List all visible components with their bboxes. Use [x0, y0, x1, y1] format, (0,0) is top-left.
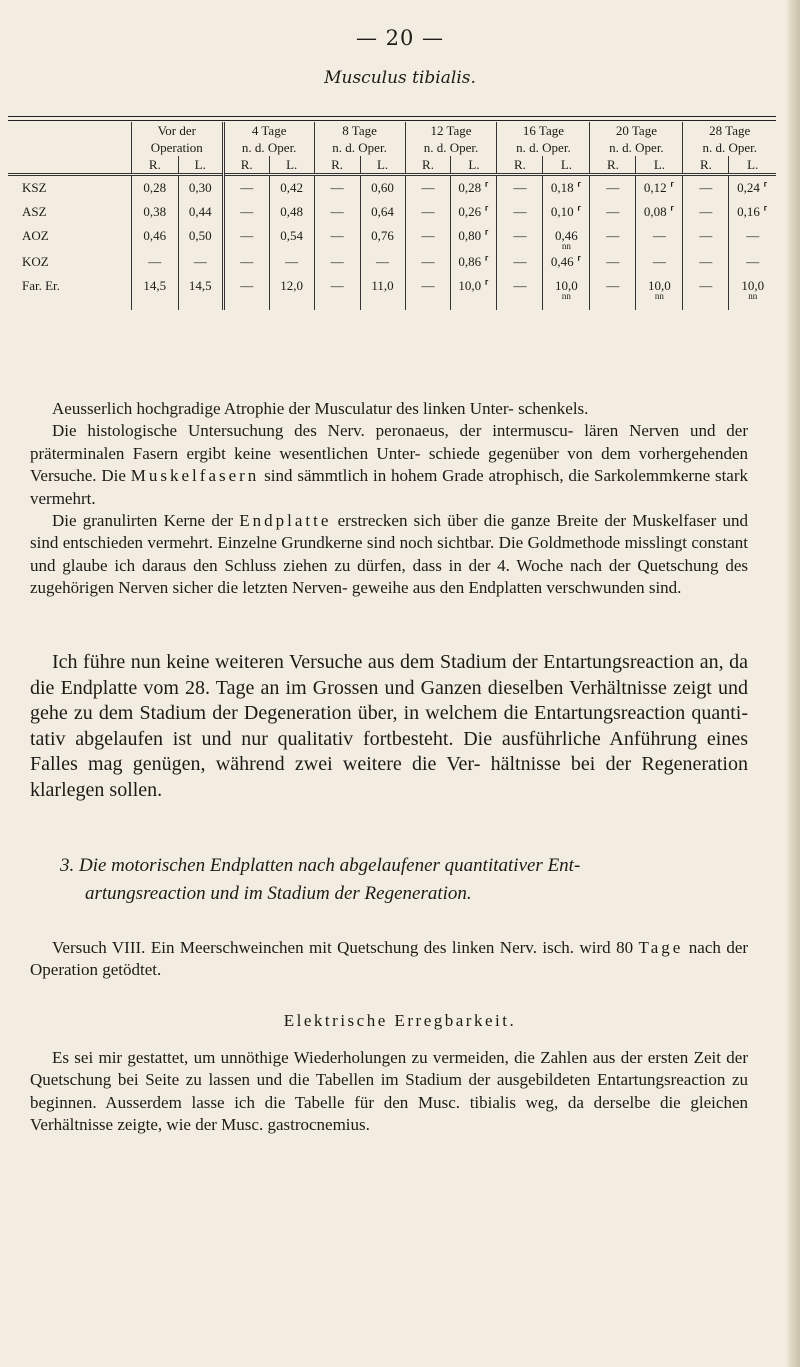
- table-row: [8, 250, 776, 274]
- l-header: L.: [269, 156, 314, 175]
- table-cell: 10,0 nn: [543, 274, 590, 300]
- table-cell: —: [590, 274, 636, 300]
- table-cell: 0,46 ⸢: [543, 250, 590, 274]
- nn-mark: nn: [561, 291, 571, 301]
- table-end-row: [8, 300, 776, 310]
- group-header: 8 Tage n. d. Oper.: [314, 122, 405, 156]
- paragraph: Ich führe nun keine weiteren Versuche aus dem Stadium der Entartungsreaction an, da die Endplatte vom 28. Tage an im Grossen und Ganzen dieselben Verhältnisse zeigt und gehe zu dem Stadium der Degeneration über, in welchem die Entartungsreaction quanti- tativ abgelaufen ist und nur qualitativ fortbesteht. Die ausführliche Anführung eines Falles mag genügen, während zwei weitere die Ver- hältnisse bei der Regeneration klarlegen sollen.: [30, 651, 748, 801]
- table-end-cell: [314, 300, 360, 310]
- spaced-term: Tage: [638, 938, 684, 957]
- table-cell: —: [590, 200, 636, 224]
- table-cell: —: [729, 224, 776, 250]
- table-cell: 0,18 ⸢: [543, 175, 590, 201]
- table-cell: —: [314, 274, 360, 300]
- table-cell: 0,76: [360, 224, 405, 250]
- measurement-table: [8, 122, 776, 310]
- table-cell: —: [497, 200, 543, 224]
- table-end-cell: [8, 300, 131, 310]
- section-heading: [60, 852, 760, 908]
- table-end-cell: [683, 300, 729, 310]
- table-row: [8, 175, 776, 201]
- table-cell: —: [683, 250, 729, 274]
- row-label: KOZ: [22, 254, 49, 269]
- body-text-1: [30, 398, 748, 600]
- table-row: [8, 274, 776, 300]
- versuch-label: Versuch VIII.: [52, 938, 146, 957]
- table-cell: 14,5: [178, 274, 223, 300]
- table-cell: 0,26 ⸢: [451, 200, 497, 224]
- table-cell: 0,28: [131, 175, 178, 201]
- table-cell: —: [223, 250, 269, 274]
- table-cell: —: [590, 175, 636, 201]
- l-header: L.: [178, 156, 223, 175]
- table-cell: —: [223, 274, 269, 300]
- table-cell: 12,0: [269, 274, 314, 300]
- group-header: 20 Tage n. d. Oper.: [590, 122, 683, 156]
- group-header: 16 Tage n. d. Oper.: [497, 122, 590, 156]
- paragraph: Die granulirten Kerne der Endplatte erstrecken sich über die ganze Breite der Muskelfaser und sind entschieden vermehrt. Einzelne Grundkerne sind noch sichtbar. Die Goldmethode misslingt constant und glaube ich daraus den Schluss ziehen zu dürfen, dass in der 4. Woche nach der Quetschung des zugehörigen Nerven sicher die letzten Nerven- geweihe aus den Endplatten verschwunden sind.: [30, 511, 748, 598]
- table-cell: 0,48: [269, 200, 314, 224]
- table-cell: 0,16 ⸢: [729, 200, 776, 224]
- table-end-cell: [636, 300, 683, 310]
- heading-line: 3. Die motorischen Endplatten nach abgelaufener quantitativer Ent-: [60, 855, 581, 876]
- table-cell: 0,46: [131, 224, 178, 250]
- table-cell: 11,0: [360, 274, 405, 300]
- l-header: L.: [451, 156, 497, 175]
- table-cell: 0,30: [178, 175, 223, 201]
- table-row: [8, 200, 776, 224]
- group-header: 4 Tage n. d. Oper.: [223, 122, 314, 156]
- subheading: Elektrische Erregbarkeit.: [283, 1011, 517, 1030]
- table-cell: —: [314, 200, 360, 224]
- nn-mark: nn: [561, 241, 571, 251]
- paragraph: Aeusserlich hochgradige Atrophie der Musculatur des linken Unter- schenkels.: [52, 399, 589, 418]
- table-end-cell: [269, 300, 314, 310]
- table-cell: 14,5: [131, 274, 178, 300]
- table-cell: 0,60: [360, 175, 405, 201]
- table-top-rule: [8, 116, 776, 121]
- table-cell: —: [729, 250, 776, 274]
- r-header: R.: [223, 156, 269, 175]
- table-end-cell: [223, 300, 269, 310]
- table-cell: 0,64: [360, 200, 405, 224]
- table-cell: 0,54: [269, 224, 314, 250]
- table-cell: —: [405, 200, 451, 224]
- table-cell: —: [269, 250, 314, 274]
- table-cell: 0,80 ⸢: [451, 224, 497, 250]
- row-label: Far. Er.: [22, 278, 60, 293]
- r-header: R.: [405, 156, 451, 175]
- table-end-cell: [590, 300, 636, 310]
- table-cell: —: [683, 224, 729, 250]
- table-cell: 10,0 nn: [729, 274, 776, 300]
- table-corner-cell: [8, 122, 131, 156]
- l-header: L.: [636, 156, 683, 175]
- table-cell: —: [636, 224, 683, 250]
- table-rl-header-row: [8, 156, 776, 175]
- table-cell: —: [636, 250, 683, 274]
- paragraph: Es sei mir gestattet, um unnöthige Wiederholungen zu vermeiden, die Zahlen aus der ersten Zeit der Quetschung bei Seite zu lassen und die Tabellen im Stadium der ausgebildeten Entartungsreaction zu beginnen. Ausserdem lasse ich die Tabelle für den Musc. tibialis weg, da derselbe die gleichen Verhältnisse zeigte, wie der Musc. gastrocnemius.: [30, 1048, 748, 1135]
- table-end-cell: [405, 300, 451, 310]
- paragraph: Die histologische Untersuchung des Nerv. peronaeus, der intermuscu- lären Nerven und der präterminalen Fasern ergibt keine wesentlichen Unter- schiede gegenüber von dem vorhergehenden Versuche. Die Muskelfasern sind sämmtlich in hohem Grade atrophisch, die Sarkolemmkerne stark vermehrt.: [30, 421, 749, 508]
- table-end-cell: [451, 300, 497, 310]
- table-cell: 0,42: [269, 175, 314, 201]
- row-label: KSZ: [22, 180, 47, 195]
- table-cell: 0,24 ⸢: [729, 175, 776, 201]
- table-cell: 10,0 nn: [636, 274, 683, 300]
- heading-line: artungsreaction und im Stadium der Regeneration.: [85, 883, 472, 904]
- table-cell: 0,44: [178, 200, 223, 224]
- table-cell: —: [497, 175, 543, 201]
- table-cell: 0,86 ⸢: [451, 250, 497, 274]
- table-cell: 0,08 ⸢: [636, 200, 683, 224]
- spaced-term: Muskelfasern: [130, 466, 260, 486]
- l-header: L.: [729, 156, 776, 175]
- table-cell: —: [405, 250, 451, 274]
- table-end-cell: [497, 300, 543, 310]
- page-number: — 20 —: [355, 26, 445, 50]
- row-label: ASZ: [22, 204, 47, 219]
- table-cell: —: [314, 250, 360, 274]
- table-end-cell: [543, 300, 590, 310]
- r-header: R.: [497, 156, 543, 175]
- nn-mark: nn: [748, 291, 758, 301]
- table-cell: —: [405, 175, 451, 201]
- table-cell: —: [405, 224, 451, 250]
- table-cell: 0,10 ⸢: [543, 200, 590, 224]
- l-header: L.: [543, 156, 590, 175]
- r-header: R.: [131, 156, 178, 175]
- spaced-term: Endplatte: [239, 511, 332, 531]
- paragraph: Versuch VIII. Ein Meerschweinchen mit Quetschung des linken Nerv. isch. wird 80 Tage nach der Operation getödtet.: [30, 938, 749, 980]
- table-cell: —: [223, 224, 269, 250]
- table-cell: —: [683, 274, 729, 300]
- body-text-2: [30, 650, 748, 804]
- group-header: 28 Tage n. d. Oper.: [683, 122, 776, 156]
- table-cell: —: [683, 200, 729, 224]
- table-cell: —: [683, 175, 729, 201]
- table-cell: —: [314, 224, 360, 250]
- table-cell: —: [497, 274, 543, 300]
- table-row: [8, 224, 776, 250]
- table-cell: —: [497, 224, 543, 250]
- table-cell: —: [497, 250, 543, 274]
- r-header: R.: [314, 156, 360, 175]
- table-corner-cell-2: [8, 156, 131, 175]
- table-title: Musculus tibialis.: [324, 68, 476, 88]
- table-cell: —: [314, 175, 360, 201]
- body-text-3: [30, 1047, 748, 1137]
- table-end-cell: [178, 300, 223, 310]
- l-header: L.: [360, 156, 405, 175]
- table-cell: 0,38: [131, 200, 178, 224]
- table-cell: —: [590, 224, 636, 250]
- table-cell: 0,46 nn: [543, 224, 590, 250]
- table-cell: —: [223, 200, 269, 224]
- table-cell: —: [590, 250, 636, 274]
- table-cell: 0,50: [178, 224, 223, 250]
- table-end-cell: [360, 300, 405, 310]
- table-cell: —: [405, 274, 451, 300]
- table-cell: —: [131, 250, 178, 274]
- table-cell: —: [360, 250, 405, 274]
- table-cell: —: [223, 175, 269, 201]
- table-cell: —: [178, 250, 223, 274]
- table-cell: 0,12 ⸢: [636, 175, 683, 201]
- nn-mark: nn: [654, 291, 664, 301]
- table-end-cell: [729, 300, 776, 310]
- r-header: R.: [590, 156, 636, 175]
- table-group-header-row: [8, 122, 776, 156]
- page-edge-shadow: [786, 0, 800, 1367]
- versuch-paragraph: [30, 937, 748, 982]
- table-end-cell: [131, 300, 178, 310]
- row-label: AOZ: [22, 228, 49, 243]
- table-cell: 0,28 ⸢: [451, 175, 497, 201]
- r-header: R.: [683, 156, 729, 175]
- group-header: Vor der Operation: [131, 122, 223, 156]
- table-cell: 10,0 ⸢: [451, 274, 497, 300]
- group-header: 12 Tage n. d. Oper.: [405, 122, 497, 156]
